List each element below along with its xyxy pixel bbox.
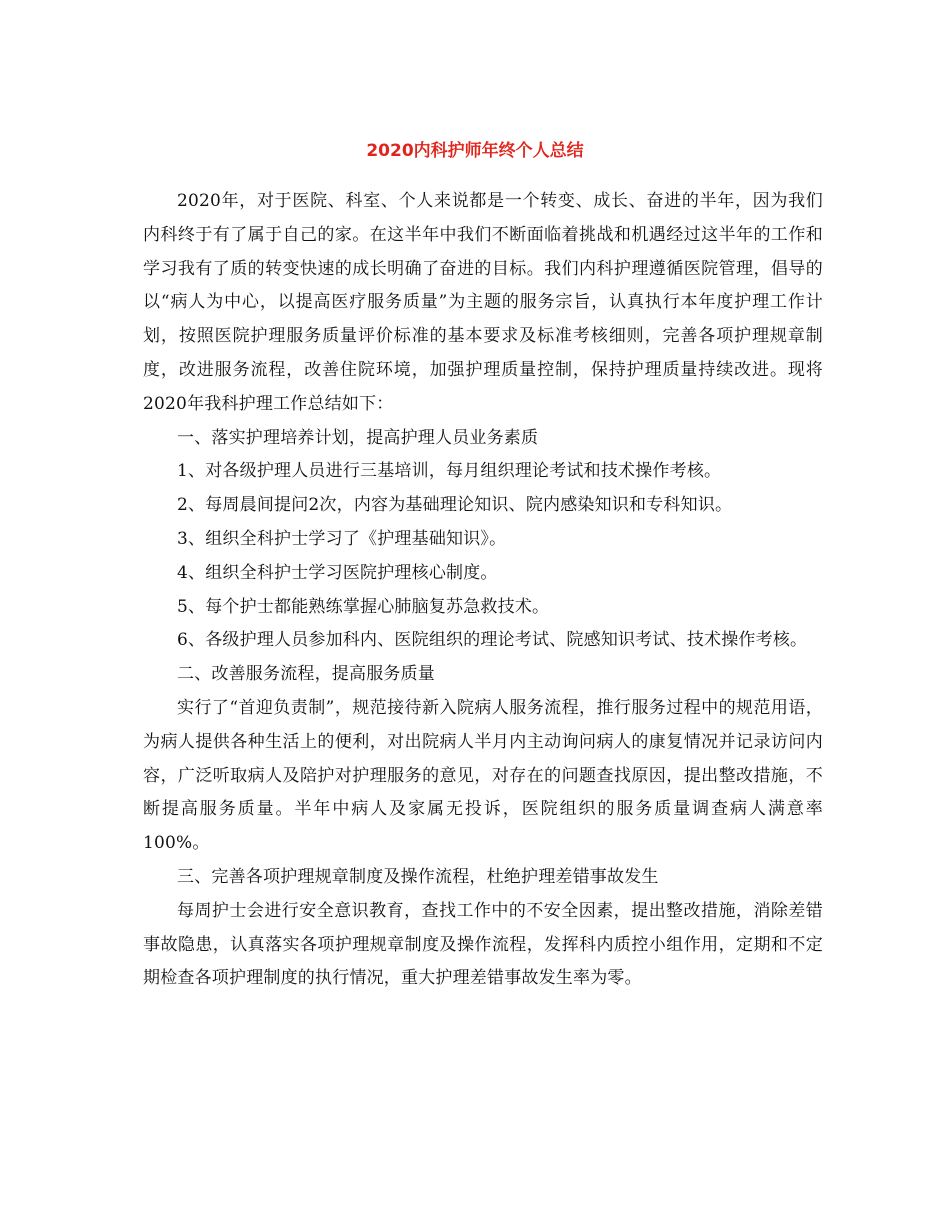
list-item: 1、对各级护理人员进行三基培训，每月组织理论考试和技术操作考核。 [177, 461, 722, 482]
list-item: 5、每个护士都能熟练掌握心肺脑复苏急救技术。 [177, 596, 550, 617]
section-heading-1: 一、落实护理培养计划，提高护理人员业务素质 [177, 427, 539, 448]
document-body [143, 185, 823, 996]
list-item: 2、每周晨间提问2次，内容为基础理论知识、院内感染知识和专科知识。 [177, 495, 733, 516]
section-paragraph: 实行了“首迎负责制”，规范接待新入院病人服务流程，推行服务过程中的规范用语，为病人提供各种生活上的便利，对出院病人半月内主动询问病人的康复情况并记录访问内容，广泛听取病人及陪护对护理服务的意见，对存在的问题查找原因，提出整改措施，不断提高服务质量。半年中病人及家属无投诉，医院组织的服务质量调查病人满意率100%。 [143, 697, 823, 854]
document-title: 2020内科护师年终个人总结 [366, 141, 584, 161]
section-heading-3: 三、完善各项护理规章制度及操作流程，杜绝护理差错事故发生 [177, 866, 659, 887]
section-heading-2: 二、改善服务流程，提高服务质量 [177, 664, 435, 685]
list-item: 4、组织全科护士学习医院护理核心制度。 [177, 562, 498, 583]
section-paragraph: 每周护士会进行安全意识教育，查找工作中的不安全因素，提出整改措施，消除差错事故隐患，认真落实各项护理规章制度及操作流程，发挥科内质控小组作用，定期和不定期检查各项护理制度的执行情况，重大护理差错事故发生率为零。 [143, 900, 823, 989]
list-item: 6、各级护理人员参加科内、医院组织的理论考试、院感知识考试、技术操作考核。 [177, 630, 808, 651]
list-item: 3、组织全科护士学习了《护理基础知识》。 [177, 528, 507, 549]
intro-paragraph: 2020年，对于医院、科室、个人来说都是一个转变、成长、奋进的半年，因为我们内科终于有了属于自己的家。在这半年中我们不断面临着挑战和机遇经过这半年的工作和学习我有了质的转变快速的成长明确了奋进的目标。我们内科护理遵循医院管理，倡导的以“病人为中心，以提高医疗服务质量”为主题的服务宗旨，认真执行本年度护理工作计划，按照医院护理服务质量评价标准的基本要求及标准考核细则，完善各项护理规章制度，改进服务流程，改善住院环境，加强护理质量控制，保持护理质量持续改进。现将2020年我科护理工作总结如下： [143, 191, 823, 414]
